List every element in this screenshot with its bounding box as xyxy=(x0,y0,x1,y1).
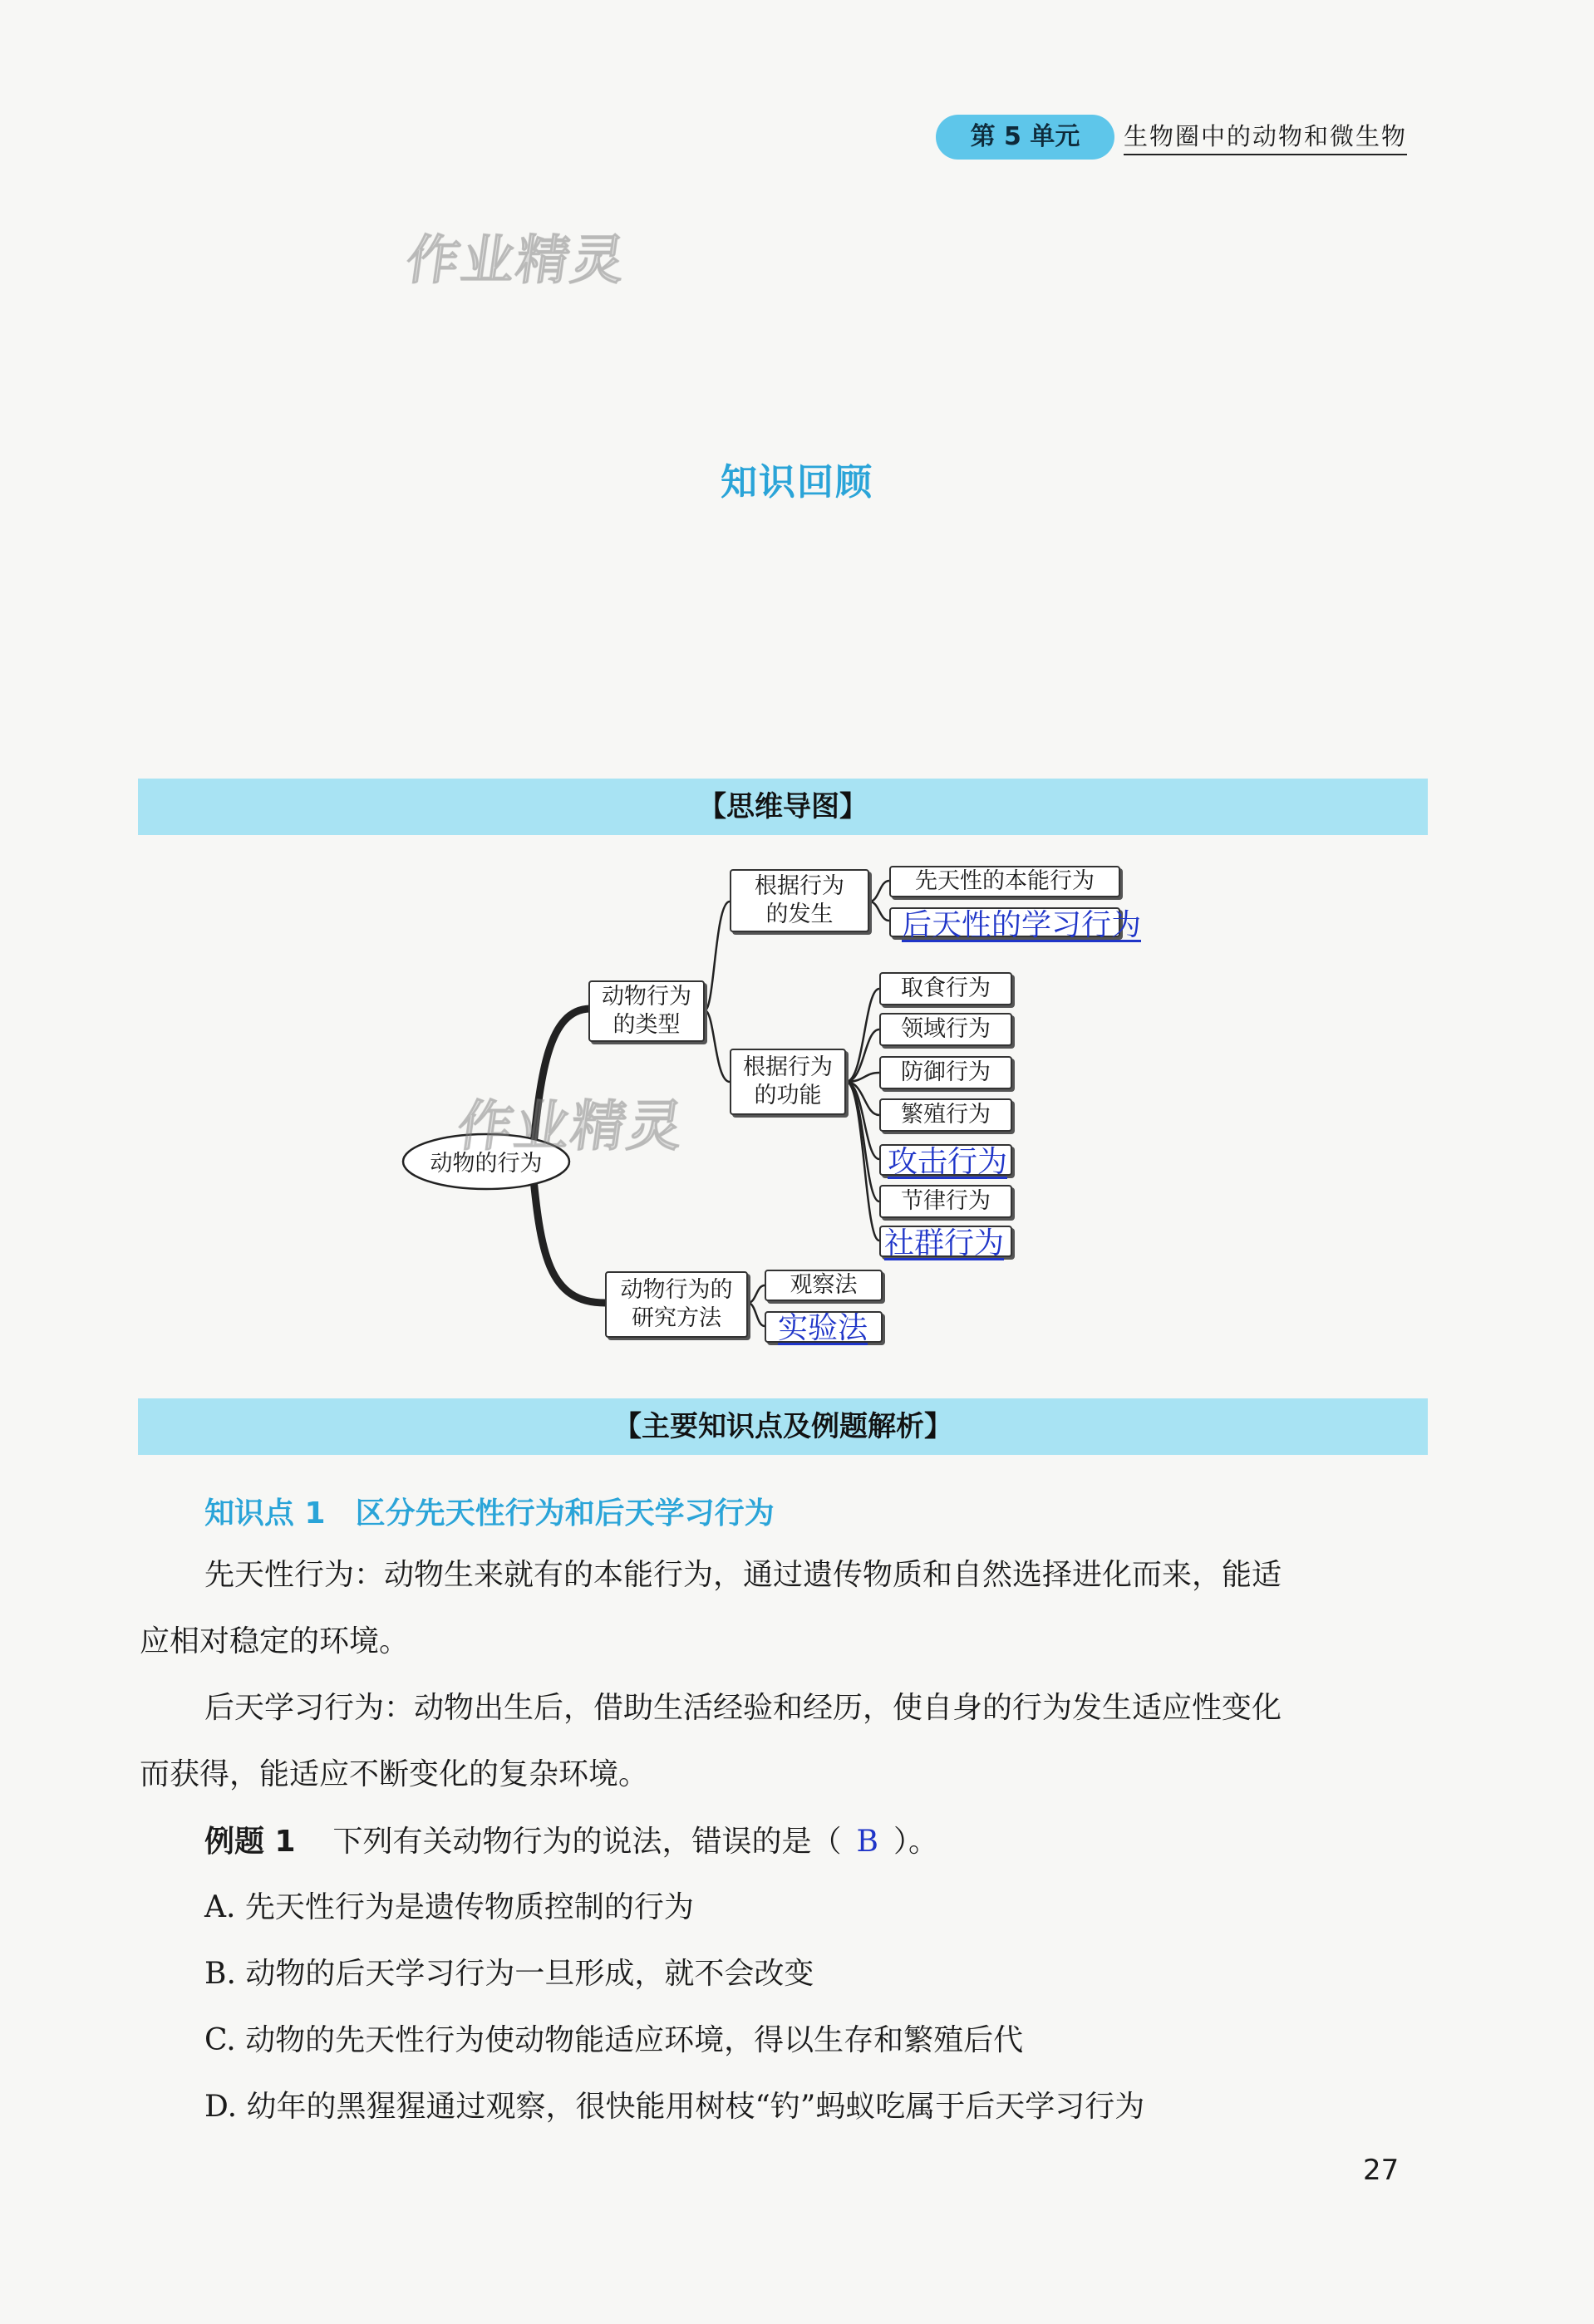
watermark-top: 作业精灵 xyxy=(401,230,631,292)
mindmap-node-by-function-label: 根据行为的功能 xyxy=(743,1054,833,1108)
example-answer: B xyxy=(856,1825,878,1859)
option-b: B. 动物的后天学习行为一旦形成，就不会改变 xyxy=(204,1957,814,1991)
example-label: 例题 1 xyxy=(204,1825,296,1859)
mindmap-answer-learned: 后天性的学习行为 xyxy=(902,908,1142,942)
mindmap-node-observe-label: 观察法 xyxy=(790,1272,858,1298)
option-c: C. 动物的先天性行为使动物能适应环境，得以生存和繁殖后代 xyxy=(204,2023,1024,2057)
mindmap-node-methods-label: 动物行为的研究方法 xyxy=(620,1277,733,1331)
section-title: 知识回顾 xyxy=(721,461,873,504)
mindmap-node-by-function xyxy=(730,1049,846,1115)
watermark-mid: 作业精灵 xyxy=(453,1094,689,1158)
mindmap-answer-attack: 攻击行为 xyxy=(888,1145,1008,1179)
mindmap-node-defense xyxy=(879,1056,1012,1089)
mindmap-node-types-label: 动物行为的类型 xyxy=(602,984,691,1038)
option-a: A. 先天性行为是遗传物质控制的行为 xyxy=(204,1890,694,1924)
mindmap-node-types xyxy=(588,980,705,1042)
option-d: D. 幼年的黑猩猩通过观察，很快能用树枝“钓”蚂蚁吃属于后天学习行为 xyxy=(204,2090,1145,2124)
learned-definition-line2: 而获得，能适应不断变化的复杂环境。 xyxy=(140,1757,649,1791)
example-question-suffix: ）。 xyxy=(893,1825,938,1859)
mindmap-node-innate xyxy=(889,866,1120,897)
mindmap-node-rhythm-label: 节律行为 xyxy=(901,1188,991,1214)
unit-title: 生物圈中的动物和微生物 xyxy=(1124,118,1407,155)
innate-definition-line2: 应相对稳定的环境。 xyxy=(140,1624,410,1658)
mindmap-node-territory-label: 领域行为 xyxy=(901,1016,991,1042)
mindmap-node-reproduction-label: 繁殖行为 xyxy=(901,1102,991,1128)
example-question xyxy=(204,1818,938,1860)
mindmap-answer-experiment: 实验法 xyxy=(778,1311,868,1345)
mindmap-node-territory xyxy=(879,1013,1012,1046)
mindmap-node-rhythm xyxy=(879,1185,1012,1218)
mindmap-node-methods xyxy=(605,1271,748,1338)
innate-definition-line1: 先天性行为：动物生来就有的本能行为，通过遗传物质和自然选择进化而来，能适 xyxy=(204,1558,1282,1592)
unit-badge: 第 5 单元 xyxy=(936,115,1114,160)
example-question-prefix: 下列有关动物行为的说法，错误的是（ xyxy=(332,1825,842,1859)
mindmap-node-by-origin-label: 根据行为的发生 xyxy=(755,873,844,927)
mindmap-root-label: 动物的行为 xyxy=(430,1151,543,1177)
mindmap-node-feeding xyxy=(879,972,1012,1005)
mindmap-node-feeding-label: 取食行为 xyxy=(901,975,991,1001)
mindmap-node-observe xyxy=(765,1270,883,1301)
learned-definition-line1: 后天学习行为：动物出生后，借助生活经验和经历，使自身的行为发生适应性变化 xyxy=(204,1691,1282,1725)
mindmap-node-by-origin xyxy=(730,869,869,932)
mindmap-band: 【思维导图】 xyxy=(138,779,1428,835)
mindmap-node-reproduction xyxy=(879,1098,1012,1132)
main-knowledge-band: 【主要知识点及例题解析】 xyxy=(138,1398,1428,1455)
mindmap-node-defense-label: 防御行为 xyxy=(901,1059,991,1085)
mindmap-node-innate-label: 先天性的本能行为 xyxy=(915,868,1095,894)
page-number: 27 xyxy=(1363,2154,1400,2187)
knowledge-point-title: 知识点 1 区分先天性行为和后天学习行为 xyxy=(204,1496,775,1530)
mindmap-answer-social: 社群行为 xyxy=(884,1226,1005,1260)
